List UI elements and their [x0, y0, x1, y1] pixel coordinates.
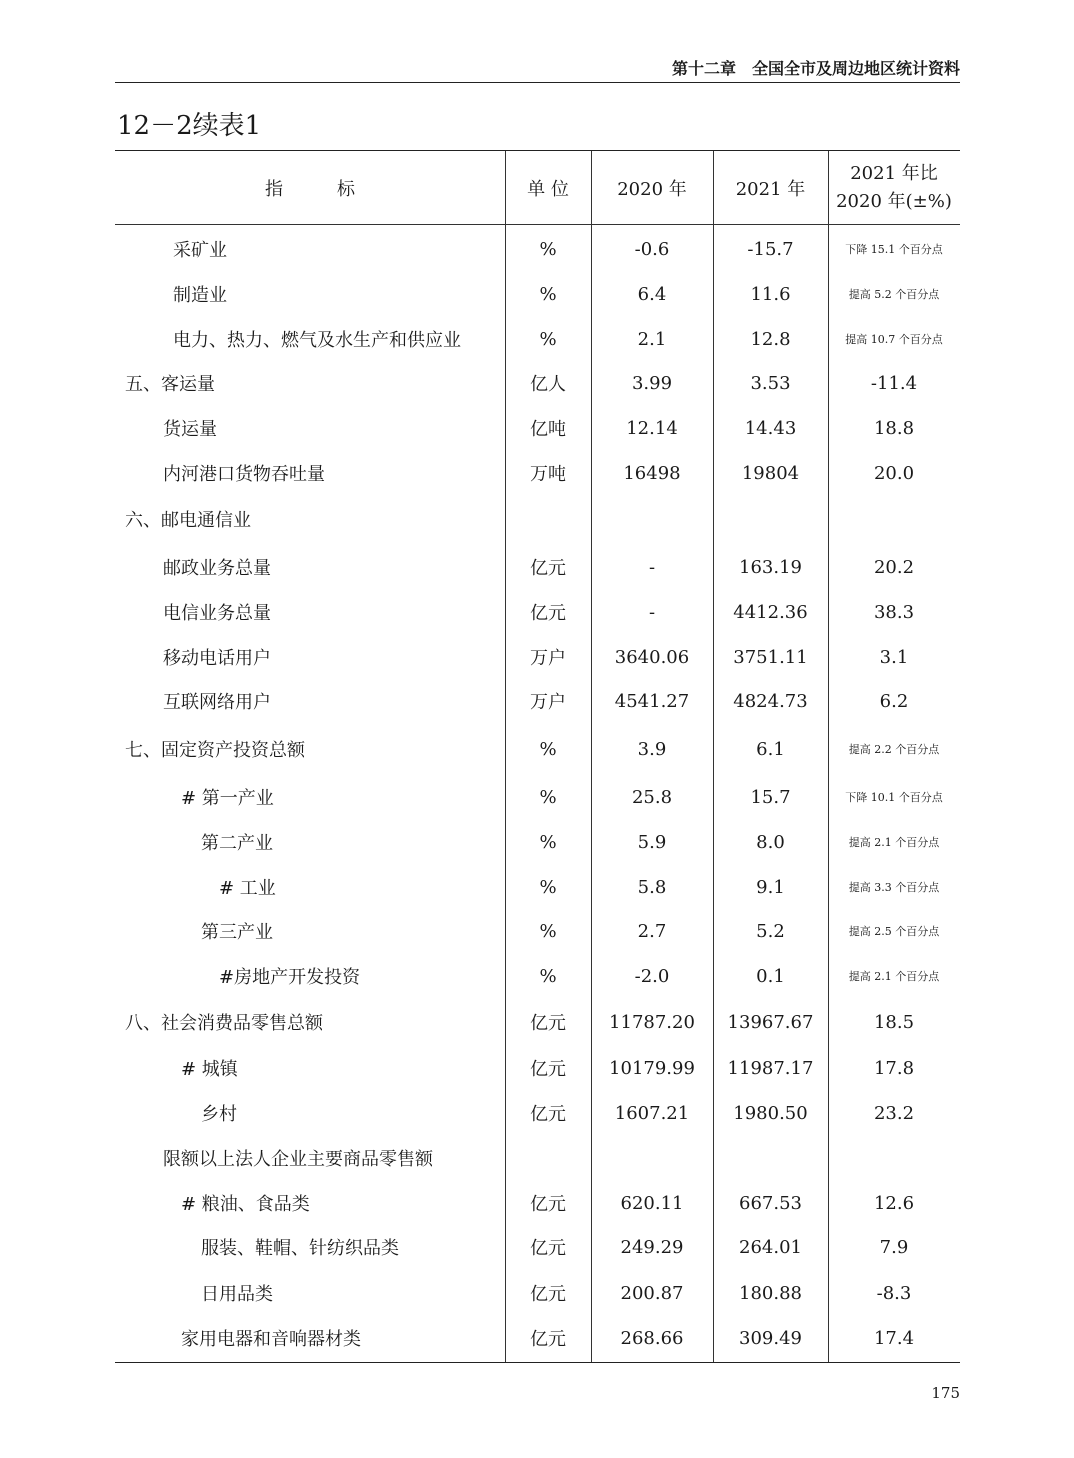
indicator-cell: 服装、鞋帽、针纺织品类: [201, 1238, 399, 1259]
unit-cell: %: [539, 876, 557, 898]
table-row: [115, 361, 960, 405]
indicator-cell: 电力、热力、燃气及水生产和供应业: [173, 330, 461, 351]
indicator-cell: # 工业: [219, 878, 276, 899]
table-row: [115, 635, 960, 679]
value-2020-cell: 268.66: [620, 1327, 684, 1349]
indicator-cell: 家用电器和音响器材类: [181, 1329, 361, 1350]
indicator-cell: 互联网络用户: [163, 692, 271, 713]
table-row: [115, 1136, 960, 1180]
value-2020-cell: 4541.27: [614, 690, 690, 712]
table-title: 12－2续表1: [117, 111, 262, 141]
change-cell: [828, 1136, 960, 1180]
chapter-title: 第十二章 全国全市及周边地区统计资料: [671, 59, 960, 78]
indicator-cell: 六、邮电通信业: [125, 510, 251, 531]
value-2021-cell: 8.0: [756, 831, 785, 853]
change-cell: 18.8: [873, 417, 915, 439]
change-cell: 提高 2.1 个百分点: [848, 970, 940, 983]
value-2020-cell: 5.8: [637, 876, 667, 898]
change-cell: 提高 2.2 个百分点: [848, 743, 940, 756]
unit-cell: %: [539, 283, 557, 305]
table-row: [115, 451, 960, 495]
indicator-cell: # 城镇: [181, 1059, 238, 1080]
value-2020-cell: 3.9: [637, 738, 667, 760]
indicator-cell: 电信业务总量: [163, 603, 271, 624]
change-cell: 20.0: [873, 462, 915, 484]
header-change-line2: 2020 年(±%): [836, 190, 952, 212]
indicator-cell: 邮政业务总量: [163, 558, 271, 579]
table-row: [115, 775, 960, 819]
indicator-cell: # 粮油、食品类: [181, 1194, 310, 1215]
value-2021-cell: 3751.11: [733, 646, 808, 668]
change-cell: 20.2: [873, 556, 915, 578]
value-2020-cell: 3640.06: [614, 646, 690, 668]
indicator-cell: 七、固定资产投资总额: [125, 740, 305, 761]
table-row: [115, 1271, 960, 1315]
header-change-line1: 2021 年比: [850, 162, 938, 184]
table-row: [115, 1091, 960, 1135]
table-row: [115, 227, 960, 271]
unit-cell: 亿元: [530, 1329, 566, 1350]
change-cell: -11.4: [870, 372, 918, 394]
unit-cell: [505, 497, 591, 541]
change-cell: 23.2: [873, 1102, 915, 1124]
indicator-cell: 限额以上法人企业主要商品零售额: [163, 1149, 433, 1170]
indicator-cell: #房地产开发投资: [219, 967, 361, 988]
value-2020-cell: -: [648, 556, 656, 578]
table-row: [115, 820, 960, 864]
change-cell: 17.8: [873, 1057, 915, 1079]
indicator-cell: 移动电话用户: [163, 648, 271, 669]
change-cell: 7.9: [879, 1236, 909, 1258]
unit-cell: 亿元: [530, 1284, 566, 1305]
change-cell: 17.4: [873, 1327, 915, 1349]
unit-cell: [505, 1136, 591, 1180]
header-2020: 2020 年: [617, 178, 687, 200]
value-2021-cell: 19804: [741, 462, 800, 484]
change-cell: 提高 2.5 个百分点: [848, 925, 940, 938]
header-change: [828, 151, 960, 224]
change-cell: 提高 5.2 个百分点: [848, 288, 940, 301]
change-cell: 38.3: [873, 601, 915, 623]
header-unit: 单 位: [527, 178, 569, 200]
value-2020-cell: -0.6: [634, 238, 670, 260]
value-2020-cell: 6.4: [637, 283, 667, 305]
value-2021-cell: 4824.73: [733, 690, 808, 712]
change-cell: 12.6: [873, 1192, 915, 1214]
value-2021-cell: 309.49: [739, 1327, 802, 1349]
table-row: [115, 317, 960, 361]
indicator-cell: 货运量: [163, 419, 217, 440]
value-2021-cell: 14.43: [744, 417, 797, 439]
value-2021-cell: 15.7: [750, 786, 791, 808]
value-2021-cell: 13967.67: [727, 1011, 814, 1033]
change-cell: 提高 2.1 个百分点: [848, 836, 940, 849]
indicator-cell: 八、社会消费品零售总额: [125, 1013, 323, 1034]
unit-cell: %: [539, 920, 557, 942]
value-2021-cell: 5.2: [756, 920, 785, 942]
indicator-cell: # 第一产业: [181, 788, 274, 809]
table-header: [115, 151, 960, 225]
unit-cell: 亿元: [530, 1238, 566, 1259]
indicator-cell: 制造业: [173, 285, 227, 306]
value-2021-cell: 1980.50: [733, 1102, 808, 1124]
value-2021-cell: 0.1: [756, 965, 785, 987]
indicator-cell: 内河港口货物吞吐量: [163, 464, 325, 485]
table-row: [115, 1000, 960, 1044]
unit-cell: %: [539, 238, 557, 260]
value-2020-cell: 200.87: [620, 1282, 684, 1304]
table-row: [115, 406, 960, 450]
unit-cell: %: [539, 328, 557, 350]
value-2021-cell: 667.53: [739, 1192, 802, 1214]
change-cell: 下降 15.1 个百分点: [845, 243, 943, 256]
value-2021-cell: [713, 497, 828, 541]
change-cell: 6.2: [879, 690, 909, 712]
table-row: [115, 1316, 960, 1360]
indicator-cell: 乡村: [201, 1104, 237, 1125]
unit-cell: 万户: [530, 692, 566, 713]
value-2020-cell: 16498: [623, 462, 681, 484]
value-2021-cell: [713, 1136, 828, 1180]
indicator-cell: 采矿业: [173, 240, 227, 261]
unit-cell: 亿元: [530, 603, 566, 624]
value-2020-cell: 5.9: [637, 831, 667, 853]
unit-cell: %: [539, 965, 557, 987]
value-2021-cell: 3.53: [750, 372, 791, 394]
table-row: [115, 497, 960, 541]
value-2021-cell: -15.7: [747, 238, 794, 260]
change-cell: 3.1: [879, 646, 909, 668]
unit-cell: 亿人: [530, 374, 566, 395]
change-cell: [828, 497, 960, 541]
unit-cell: 亿元: [530, 1059, 566, 1080]
table-row: [115, 1046, 960, 1090]
value-2020-cell: [591, 497, 713, 541]
value-2020-cell: 12.14: [626, 417, 678, 439]
unit-cell: %: [539, 786, 557, 808]
table-row: [115, 909, 960, 953]
page-number: 175: [931, 1384, 960, 1402]
change-cell: -8.3: [876, 1282, 912, 1304]
value-2021-cell: 163.19: [739, 556, 802, 578]
unit-cell: 亿元: [530, 1194, 566, 1215]
unit-cell: 万吨: [530, 464, 566, 485]
change-cell: 下降 10.1 个百分点: [845, 791, 943, 804]
value-2021-cell: 264.01: [739, 1236, 802, 1258]
table-row: [115, 954, 960, 998]
table-body: [115, 225, 960, 1362]
value-2021-cell: 4412.36: [733, 601, 808, 623]
header-indicator: 指 标: [265, 178, 355, 200]
value-2021-cell: 6.1: [756, 738, 785, 760]
table-row: [115, 1225, 960, 1269]
table-row: [115, 590, 960, 634]
table-row: [115, 679, 960, 723]
unit-cell: %: [539, 738, 557, 760]
value-2020-cell: 1607.21: [614, 1102, 690, 1124]
value-2021-cell: 11987.17: [727, 1057, 814, 1079]
value-2020-cell: 2.7: [637, 920, 667, 942]
table-row: [115, 545, 960, 589]
change-cell: 提高 10.7 个百分点: [845, 333, 943, 346]
indicator-cell: 第三产业: [201, 922, 273, 943]
value-2020-cell: 10179.99: [609, 1057, 695, 1079]
value-2020-cell: 2.1: [637, 328, 667, 350]
table-row: [115, 727, 960, 771]
value-2021-cell: 11.6: [750, 283, 791, 305]
value-2020-cell: -: [648, 601, 656, 623]
value-2021-cell: 180.88: [739, 1282, 802, 1304]
indicator-cell: 五、客运量: [125, 374, 215, 395]
change-cell: 提高 3.3 个百分点: [848, 881, 940, 894]
value-2020-cell: 11787.20: [609, 1011, 695, 1033]
indicator-cell: 第二产业: [201, 833, 273, 854]
table-row: [115, 865, 960, 909]
table-row: [115, 272, 960, 316]
unit-cell: 亿元: [530, 558, 566, 579]
value-2021-cell: 12.8: [750, 328, 791, 350]
table-row: [115, 1181, 960, 1225]
change-cell: 18.5: [873, 1011, 915, 1033]
unit-cell: 万户: [530, 648, 566, 669]
value-2020-cell: 3.99: [631, 372, 673, 394]
unit-cell: 亿元: [530, 1104, 566, 1125]
unit-cell: 亿元: [530, 1013, 566, 1034]
chapter-header: [115, 56, 960, 83]
indicator-cell: 日用品类: [201, 1284, 273, 1305]
value-2020-cell: [591, 1136, 713, 1180]
value-2021-cell: 9.1: [756, 876, 785, 898]
statistics-table: [115, 150, 960, 1363]
value-2020-cell: 249.29: [620, 1236, 684, 1258]
unit-cell: 亿吨: [530, 419, 566, 440]
value-2020-cell: -2.0: [634, 965, 670, 987]
value-2020-cell: 25.8: [631, 786, 673, 808]
header-2021: 2021 年: [735, 178, 806, 200]
value-2020-cell: 620.11: [620, 1192, 684, 1214]
unit-cell: %: [539, 831, 557, 853]
